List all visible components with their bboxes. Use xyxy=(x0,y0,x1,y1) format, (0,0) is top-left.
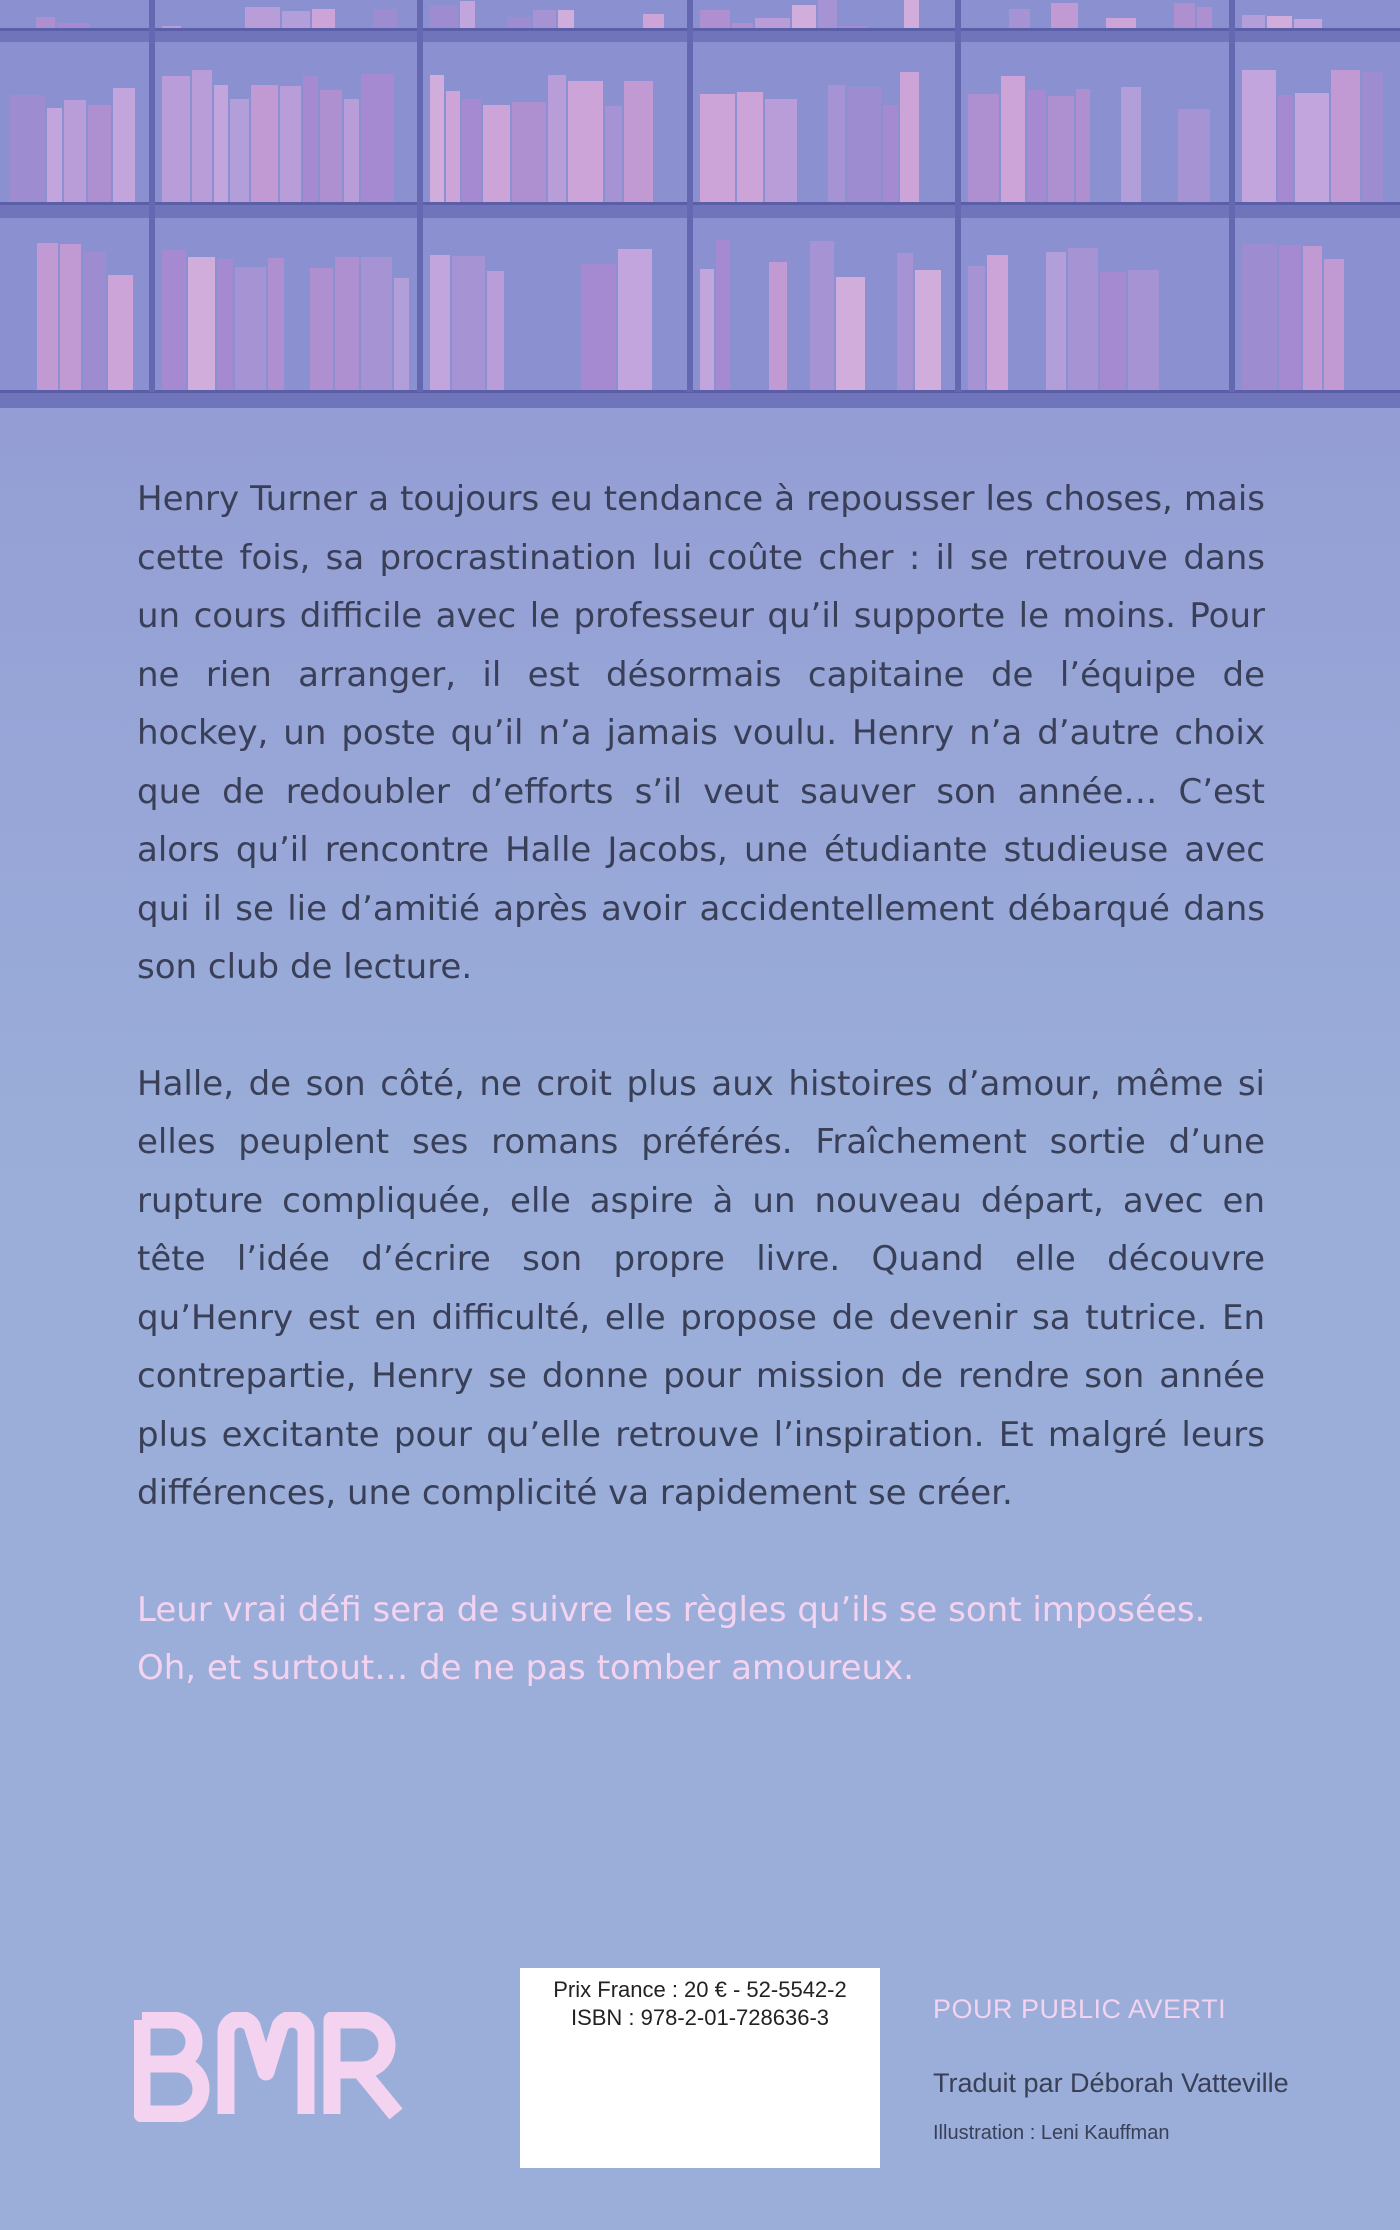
book-spine xyxy=(904,0,919,28)
book-spine xyxy=(1174,3,1195,28)
book-spine xyxy=(558,10,574,28)
book-spine xyxy=(162,76,190,202)
book-spine xyxy=(1362,72,1383,202)
book-spine xyxy=(394,278,409,390)
book-spine xyxy=(968,266,985,390)
book-spine xyxy=(310,268,333,390)
book-spine xyxy=(769,262,787,390)
book-spine xyxy=(1048,96,1074,202)
book-spine xyxy=(452,256,485,390)
book-spine xyxy=(643,14,664,28)
book-spine xyxy=(716,240,730,390)
book-spine xyxy=(88,105,111,202)
book-spine xyxy=(487,271,504,390)
book-spine xyxy=(548,75,566,202)
book-spine xyxy=(847,87,881,202)
book-spine xyxy=(1076,89,1090,202)
book-spine xyxy=(1046,252,1066,390)
book-spine xyxy=(47,108,62,202)
book-spine xyxy=(1278,95,1293,202)
book-spine xyxy=(737,92,763,202)
book-spine xyxy=(755,18,790,28)
book-spine xyxy=(430,75,444,202)
book-spine xyxy=(507,17,531,28)
book-spine xyxy=(312,9,335,28)
book-spine xyxy=(460,1,475,28)
book-spine xyxy=(83,252,106,390)
book-spine xyxy=(162,250,186,390)
book-spine xyxy=(818,0,837,28)
book-spine xyxy=(810,241,834,390)
book-spine xyxy=(828,85,845,202)
book-spine xyxy=(1121,87,1141,202)
back-cover-blurb xyxy=(137,470,1265,1698)
book-spine xyxy=(1242,244,1277,390)
book-spine xyxy=(1295,93,1329,202)
book-spine xyxy=(1279,245,1301,390)
book-spine xyxy=(1303,246,1322,390)
book-spine xyxy=(987,255,1008,390)
book-spine xyxy=(1294,19,1322,28)
book-spine xyxy=(361,74,394,202)
book-spine xyxy=(839,26,868,28)
book-spine xyxy=(64,100,86,202)
book-spine xyxy=(1100,272,1126,390)
book-spine xyxy=(344,99,359,202)
shelf-divider xyxy=(687,0,693,392)
book-spine xyxy=(162,26,181,28)
shelf-divider xyxy=(955,0,961,392)
book-spine xyxy=(268,258,284,390)
book-spine xyxy=(1068,248,1098,390)
book-spine xyxy=(605,106,622,202)
shelf-divider xyxy=(417,0,423,392)
book-spine xyxy=(192,70,212,202)
book-spine xyxy=(700,269,714,390)
book-spine xyxy=(568,81,603,202)
price-label: Prix France : 20 € - 52-5542-2 xyxy=(553,1977,847,2002)
book-spine xyxy=(968,94,999,202)
translator-credit: Traduit par Déborah Vatteville xyxy=(933,2068,1289,2098)
book-spine xyxy=(303,76,318,202)
book-spine xyxy=(188,257,215,390)
book-spine xyxy=(373,9,397,28)
blurb-paragraph-1: Henry Turner a toujours eu tendance à repousser les choses, mais cette fois, sa procrastination lui coûte cher : il se retrouve dans un cours difficile avec le professeur qu’il supporte le moins. Pour ne rien arranger, il est désormais capitaine de l’équipe de hockey, un poste qu’il n’a jamais voulu. Henry n’a d’autre choix que de redoubler d’efforts s’il veut sauver son année… C’est alors qu’il rencontre Halle Jacobs, une étudiante studieuse avec qui il se lie d’amitié après avoir accidentellement débarqué dans son club de lecture. xyxy=(137,479,1265,987)
book-spine xyxy=(624,81,653,202)
book-spine xyxy=(282,11,310,28)
blurb-paragraph-2: Halle, de son côté, ne croit plus aux histoires d’amour, même si elles peuplent ses romans préférés. Fraîchement sortie d’une rupture compliquée, elle aspire à un nouveau départ, avec en tête l’idée d’écrire son propre livre. Quand elle découvre qu’Henry est en difficulté, elle propose de devenir sa tutrice. En contrepartie, Henry se donne pour mission de rendre son année plus excitante pour qu’elle retrouve l’inspiration. Et malgré leurs différences, une complicité va rapidement se créer. xyxy=(137,1063,1265,1513)
book-spine xyxy=(113,88,135,202)
book-spine xyxy=(462,99,481,202)
book-spine xyxy=(217,259,233,390)
book-spine xyxy=(836,277,865,390)
book-spine xyxy=(57,23,90,28)
book-spine xyxy=(1197,7,1212,28)
book-spine xyxy=(483,105,510,202)
book-spine xyxy=(361,257,392,390)
illustration-credit: Illustration : Leni Kauffman xyxy=(933,2122,1170,2144)
book-spine xyxy=(1331,70,1360,202)
book-spine xyxy=(335,257,359,390)
book-spine xyxy=(915,270,941,390)
isbn-label: ISBN : 978-2-01-728636-3 xyxy=(570,2005,830,2030)
barcode-price-box xyxy=(520,1968,880,2168)
book-spine xyxy=(618,249,652,390)
book-spine xyxy=(581,264,616,390)
book-spine xyxy=(214,85,228,202)
book-spine xyxy=(533,10,556,28)
book-spine xyxy=(512,102,546,202)
book-spine xyxy=(430,5,458,28)
book-spine xyxy=(36,17,55,28)
book-spine xyxy=(446,91,460,202)
book-spine xyxy=(230,99,249,202)
book-spine xyxy=(732,23,753,28)
book-spine xyxy=(430,255,450,390)
book-spine xyxy=(1051,3,1078,28)
book-spine xyxy=(1009,9,1030,28)
book-spine xyxy=(700,94,735,202)
book-spine xyxy=(320,90,342,202)
book-spine xyxy=(10,95,45,202)
bmr-publisher-logo xyxy=(134,2012,424,2122)
book-spine xyxy=(251,85,278,202)
book-spine xyxy=(235,267,266,390)
book-spine xyxy=(108,275,133,390)
shelf-divider xyxy=(149,0,155,392)
book-spine xyxy=(280,86,301,202)
book-spine xyxy=(1106,18,1136,28)
book-spine xyxy=(60,244,81,390)
book-spine xyxy=(1242,70,1276,202)
book-spine xyxy=(900,72,919,202)
book-spine xyxy=(1242,15,1265,28)
book-spine xyxy=(245,7,280,28)
book-spine xyxy=(700,10,730,28)
book-spine xyxy=(1324,259,1344,390)
book-spine xyxy=(765,99,797,202)
shelf-divider xyxy=(1229,0,1235,392)
book-spine xyxy=(1128,270,1159,390)
book-spine xyxy=(1027,90,1046,202)
book-spine xyxy=(37,243,58,390)
book-spine xyxy=(1001,76,1025,202)
book-spine xyxy=(792,5,816,28)
blurb-tagline: Leur vrai défi sera de suivre les règles qu’ils se sont imposées. Oh, et surtout… de ne pas tomber amoureux. xyxy=(137,1589,1206,1688)
audience-warning: POUR PUBLIC AVERTI xyxy=(933,1994,1227,2024)
book-spine xyxy=(883,105,898,202)
bookshelf-illustration xyxy=(0,0,1400,410)
book-spine xyxy=(1178,109,1210,202)
book-spine xyxy=(897,253,913,390)
book-spine xyxy=(1267,16,1292,28)
